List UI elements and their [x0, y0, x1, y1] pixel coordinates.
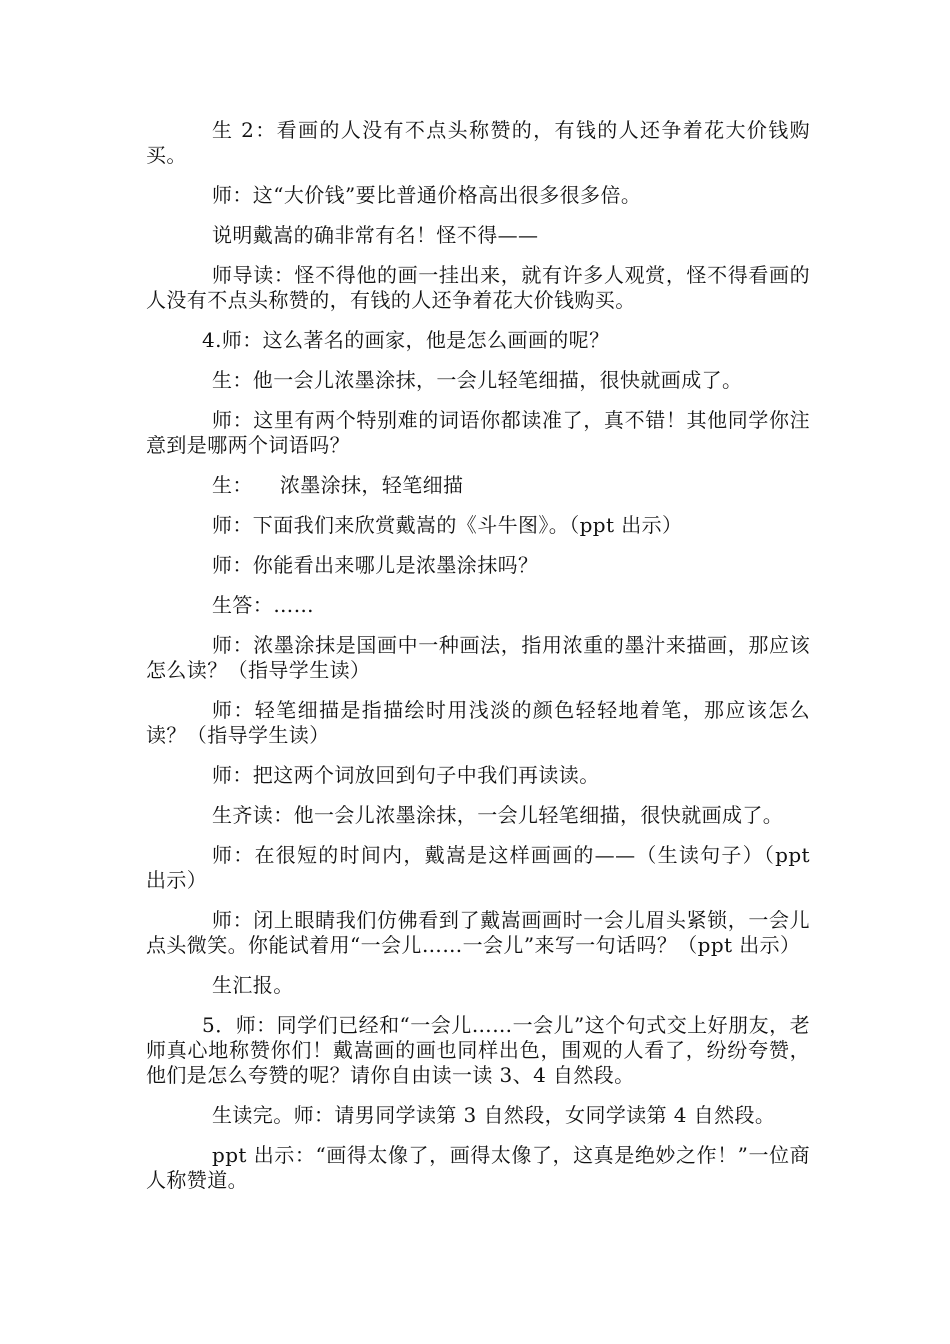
paragraph: 4.师：这么著名的画家，他是怎么画画的呢？: [202, 328, 610, 352]
paragraph: 师：闭上眼睛我们仿佛看到了戴嵩画画时一会儿眉头紧锁，一会儿点头微笑。你能试着用“一会儿……一会儿”来写一句话吗？（ppt 出示）: [146, 908, 810, 957]
paragraph: 师：轻笔细描是指描绘时用浅淡的颜色轻轻地着笔，那应该怎么读？（指导学生读）: [146, 698, 810, 747]
paragraph: 师：这里有两个特别难的词语你都读准了，真不错！其他同学你注意到是哪两个词语吗？: [146, 408, 810, 457]
paragraph: 师：这“大价钱”要比普通价格高出很多很多倍。: [212, 183, 642, 207]
paragraph: 师：下面我们来欣赏戴嵩的《斗牛图》。（ppt 出示）: [212, 513, 683, 537]
paragraph: 师导读：怪不得他的画一挂出来，就有许多人观赏，怪不得看画的人没有不点头称赞的，有钱的人还争着花大价钱购买。: [146, 263, 810, 312]
paragraph: 生齐读：他一会儿浓墨涂抹，一会儿轻笔细描，很快就画成了。: [212, 803, 784, 827]
paragraph: 生汇报。: [212, 973, 294, 997]
paragraph: 师：把这两个词放回到句子中我们再读读。: [212, 763, 600, 787]
paragraph: 生： 浓墨涂抹，轻笔细描: [212, 473, 464, 497]
paragraph: 生：他一会儿浓墨涂抹，一会儿轻笔细描，很快就画成了。: [212, 368, 743, 392]
paragraph: 生 2：看画的人没有不点头称赞的，有钱的人还争着花大价钱购买。: [146, 118, 810, 167]
paragraph: 生答：……: [212, 593, 314, 617]
paragraph: 师：你能看出来哪儿是浓墨涂抹吗？: [212, 553, 539, 577]
document-body: [146, 118, 817, 1208]
paragraph: 师：浓墨涂抹是国画中一种画法，指用浓重的墨汁来描画，那应该怎么读？（指导学生读）: [146, 633, 810, 682]
paragraph: 5．师：同学们已经和“一会儿……一会儿”这个句式交上好朋友，老师真心地称赞你们！戴嵩画的画也同样出色，围观的人看了，纷纷夸赞，他们是怎么夸赞的呢？请你自由读一读 3、4 自然段。: [146, 1013, 810, 1087]
paragraph: 生读完。师：请男同学读第 3 自然段，女同学读第 4 自然段。: [212, 1103, 776, 1127]
paragraph: 师：在很短的时间内，戴嵩是这样画画的——（生读句子）（ppt 出示）: [146, 843, 817, 892]
paragraph: 说明戴嵩的确非常有名！怪不得——: [212, 223, 539, 247]
paragraph: ppt 出示：“画得太像了，画得太像了，这真是绝妙之作！”一位商人称赞道。: [146, 1143, 810, 1192]
